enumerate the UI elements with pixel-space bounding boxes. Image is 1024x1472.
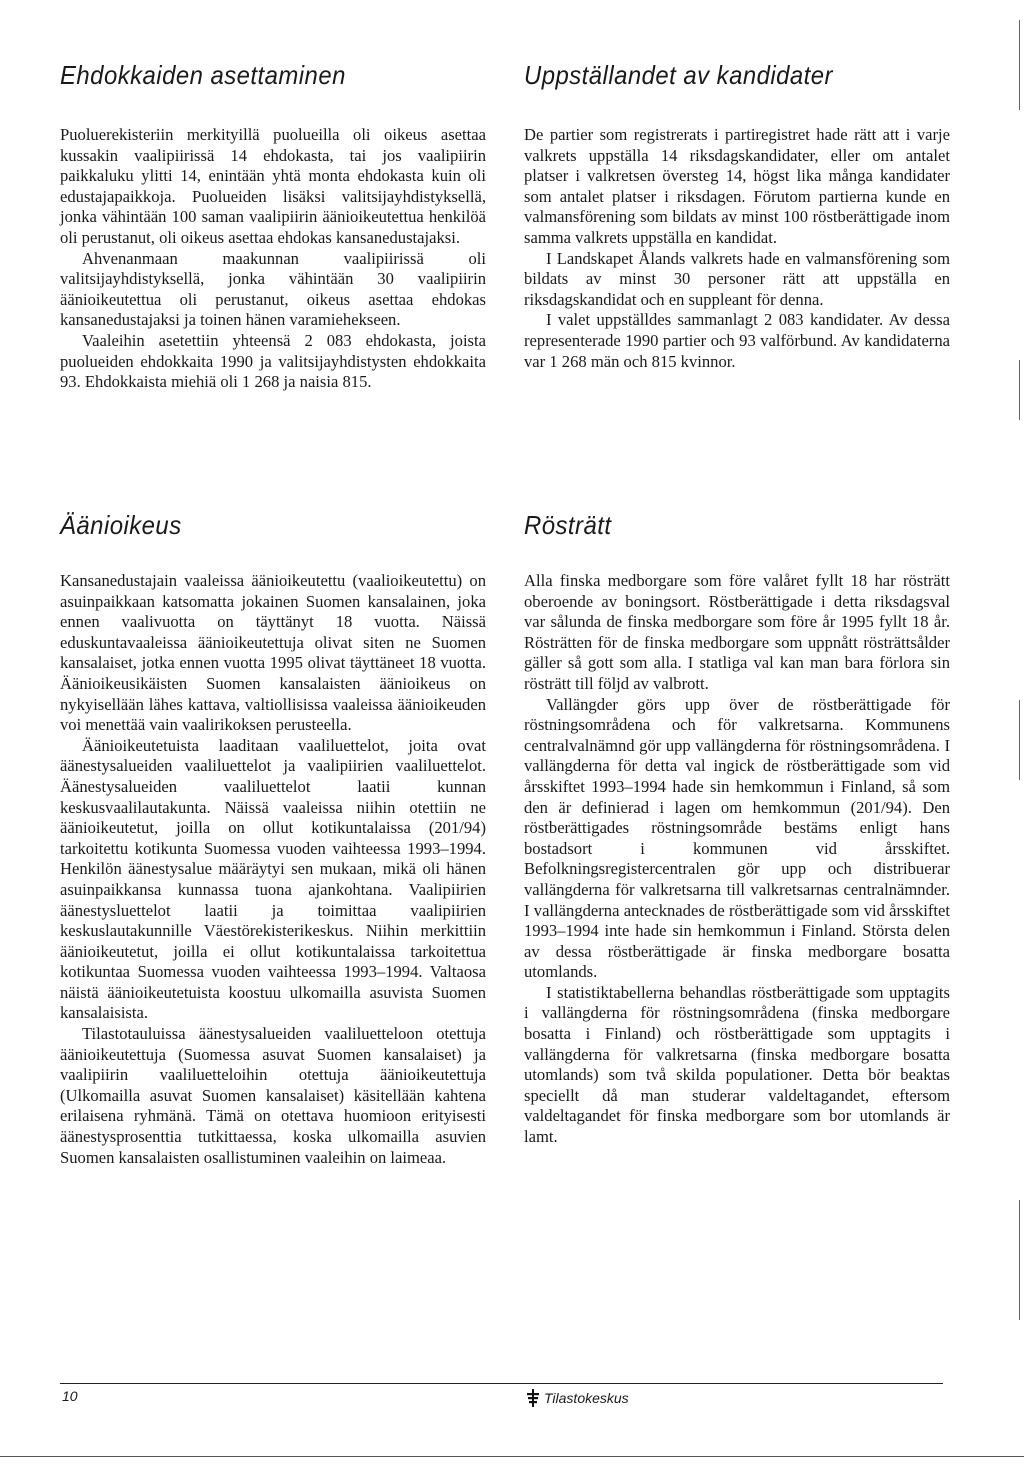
paragraph: Äänioikeutetuista laaditaan vaaliluettelot, joita ovat äänestysalueiden vaaliluettelot ja vaalipiirien vaaliluettelot. Äänestysalueiden vaaliluettelot laatii kunnan keskusvaalilautakunta. Näissä vaaleissa niihin otettiin ne äänioikeutetut, joilla on ollut kotikuntalaissa (201/94) tarkoitettu kotikunta Suomessa vuoden vaihteessa 1993–1994. Henkilön äänestysalue määräytyi sen mukaan, mikä oli hänen asuinpaikkansa kunnassa tuona ajankohtana. Vaalipiirien äänestysluettelot laatii ja toimittaa vaalipiirien keskuslautakunnille Väestörekisterikeskus. Niihin merkittiin äänioikeutetut, joilla ei ollut kotikuntalaissa tarkoitettua kotikuntaa Suomessa vuoden vaihteessa 1993–1994. Valtaosa näistä äänioikeutetuista koostuu ulkomailla asuvista Suomen kansalaisista. [60, 735, 486, 1023]
section-body [60, 571, 486, 1168]
paragraph: Vallängder görs upp över de röstberättigade för röstningsområdena och för valkretsarna. Kommunens centralvalnämnd gör upp vallängderna för röstningsområdena. I vallängderna för detta val ingick de röstberättigade som vid årsskiftet 1993–1994 hade sin hemkommun i Finland, så som den är definierad i lagen om hemkommun (201/94). Den röstberättigades röstningsområde bestäms enligt hans bostadsort i kommunen vid årsskiftet. Befolkningsregistercentralen gör upp och distribuerar vallängderna för valkretsarna till valkretsarnas centralnämnder. I vallängderna antecknades de röstberättigade som vid årsskiftet 1993–1994 inte hade sin hemkommun i Finland. Största delen av dessa röstberättigade är finska medborgare bosatta utomlands. [524, 694, 950, 982]
tilastokeskus-logo-icon [527, 1389, 539, 1407]
publisher-brand [527, 1389, 629, 1407]
section-candidates-fi [60, 60, 486, 393]
section-heading: Uppställandet av kandidater [524, 60, 833, 90]
paragraph: Ahvenanmaan maakunnan vaalipiirissä oli valitsijayhdistyksellä, jonka vähintään 30 vaalipiirin äänioikeutettua oli perustanut, oikeus asettaa ehdokas kansanedustajaksi ja toinen hänen varamiehekseen. [60, 248, 486, 330]
scan-edge-mark [1019, 700, 1020, 780]
section-heading: Ehdokkaiden asettaminen [60, 60, 346, 90]
section-voting-right-sv [524, 510, 950, 1148]
scan-edge-mark [1019, 20, 1020, 110]
page-number: 10 [62, 1388, 78, 1404]
paragraph: Puoluerekisteriin merkityillä puolueilla oli oikeus asettaa kussakin vaalipiirissä 14 ehdokasta, tai jos vaalipiirin paikkaluku ylitti 14, enintään yhtä monta ehdokasta kuin oli edustajapaikkoja. Puolueiden lisäksi valitsijayhdistyksellä, jonka vähintään 100 saman vaalipiirin äänioikeutettua henkilöä oli perustanut, oli oikeus asettaa ehdokas kansanedustajaksi. [60, 125, 486, 247]
scan-edge-mark [1019, 1200, 1020, 1320]
section-voting-right-fi [60, 510, 486, 1168]
paragraph: I statistiktabellerna behandlas röstberättigade som upptagits i vallängderna för röstningsområdena (finska medborgare bosatta i Finland) och röstberättigade som upptagits i vallängderna för valkretsarna (finska medborgare bosatta utomlands) som två skilda populationer. Detta bör beaktas speciellt då man studerar valdeltagandet, eftersom valdeltagandet för finska medborgare som bor utomlands är lamt. [524, 982, 950, 1147]
paragraph: De partier som registrerats i partiregistret hade rätt att i varje valkrets uppställa 14 riksdagskandidater, eller om antalet platser i valkretsen översteg 14, högst lika många kandidater som antalet platser i riksdagen. Förutom partierna kunde en valmansförening som bildats av minst 100 röstberättigade inom samma valkrets uppställa en kandidat. [524, 125, 950, 247]
section-body [524, 125, 950, 372]
section-candidates-sv [524, 60, 950, 372]
scan-edge-mark [1019, 360, 1020, 420]
section-heading: Rösträtt [524, 510, 612, 540]
brand-name: Tilastokeskus [544, 1390, 629, 1406]
footer-divider [60, 1383, 943, 1384]
section-body [524, 571, 950, 1148]
scan-bottom-line [0, 1456, 1024, 1457]
paragraph: Vaaleihin asetettiin yhteensä 2 083 ehdokasta, joista puolueiden ehdokkaita 1990 ja valitsijayhdistysten ehdokkaita 93. Ehdokkaista miehiä oli 1 268 ja naisia 815. [60, 330, 486, 392]
paragraph: I valet uppställdes sammanlagt 2 083 kandidater. Av dessa representerade 1990 partier och 93 valförbund. Av kandidaterna var 1 268 män och 815 kvinnor. [524, 310, 950, 371]
paragraph: Kansanedustajain vaaleissa äänioikeutettu (vaalioikeutettu) on asuinpaikkaan katsomatta jokainen Suomen kansalainen, joka ennen vaalivuotta on täyttänyt 18 vuotta. Näissä eduskuntavaaleissa äänioikeutettuja olivat siten ne Suomen kansalaiset, jotka ennen vuotta 1995 olivat täyttäneet 18 vuotta. Äänioikeusikäisten Suomen kansalaisten äänioikeus on nykyisellään lähes kattava, valtiollisissa vaaleissa äänioikeuden voi menettää vain vaalirikoksen perusteella. [60, 571, 486, 735]
paragraph: I Landskapet Ålands valkrets hade en valmansförening som bildats av minst 30 personer rätt att uppställa en riksdagskandidat och en suppleant för denna. [524, 248, 950, 309]
paragraph: Alla finska medborgare som före valåret fyllt 18 har rösträtt oberoende av boningsort. Röstberättigade i detta riksdagsval var sålunda de finska medborgare som före år 1995 fyllt 18 år. Rösträtten för de finska medborgare som uppnått rösträttsålder gäller så gott som alla. I statliga val kan man bara förlora sin rösträtt till följd av valbrott. [524, 571, 950, 693]
section-body [60, 125, 486, 393]
section-heading: Äänioikeus [60, 510, 182, 540]
paragraph: Tilastotauluissa äänestysalueiden vaaliluetteloon otettuja äänioikeutettuja (Suomessa asuvat Suomen kansalaiset) ja vaalipiirin vaaliluetteloihin otettuja äänioikeutettuja (Ulkomailla asuvat Suomen kansalaiset) käsitellään kahtena erilaisena ryhmänä. Tämä on otettava huomioon erityisesti äänestysprosenttia tutkittaessa, koska ulkomailla asuvien Suomen kansalaisten osallistuminen vaaleihin on laimeaa. [60, 1024, 486, 1167]
